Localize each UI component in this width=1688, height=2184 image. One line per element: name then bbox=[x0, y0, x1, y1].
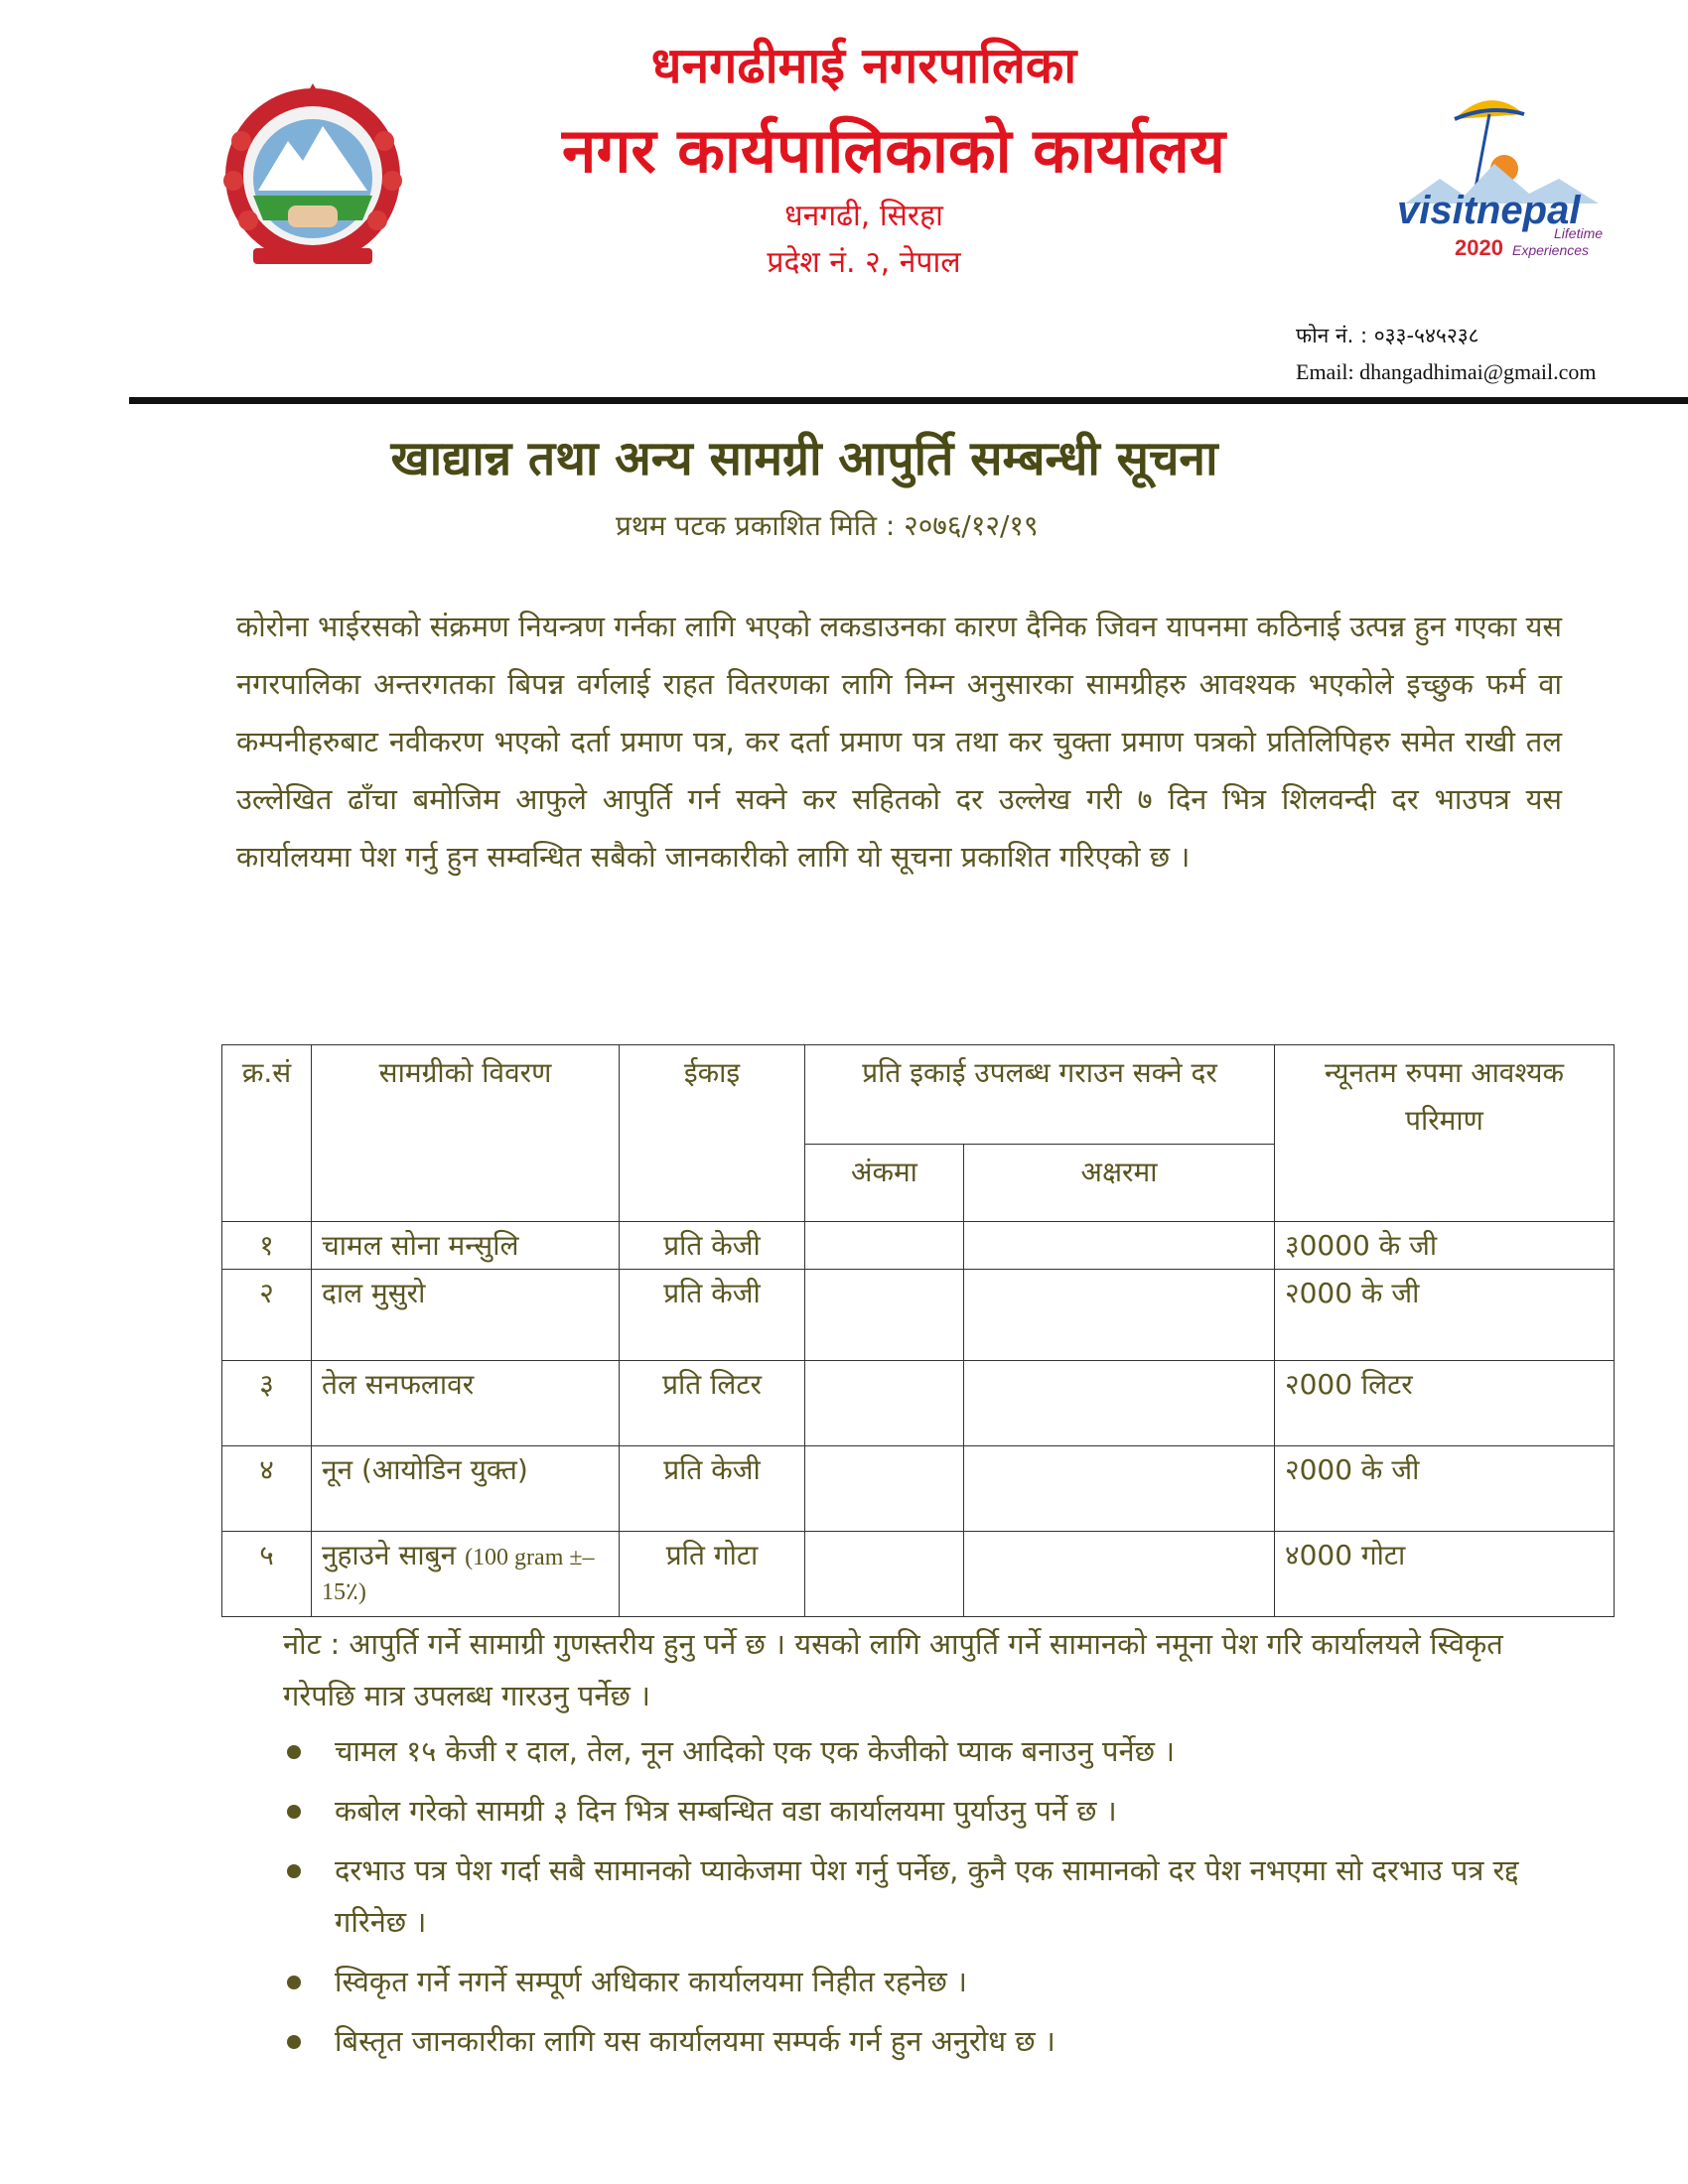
row-rate-digits[interactable] bbox=[805, 1446, 964, 1532]
header-divider bbox=[129, 397, 1688, 404]
row-sn: १ bbox=[222, 1222, 312, 1270]
office-name: नगर कार्यपालिकाको कार्यालय bbox=[562, 114, 1225, 187]
list-item: कबोल गरेको सामग्री ३ दिन भित्र सम्बन्धित वडा कार्यालयमा पुर्याउनु पर्ने छ । bbox=[283, 1785, 1574, 1837]
col-header-item: सामग्रीको विवरण bbox=[312, 1045, 620, 1222]
row-item: चामल सोना मन्सुलि bbox=[312, 1222, 620, 1270]
row-qty: ३0000 के जी bbox=[1275, 1222, 1615, 1270]
row-sn: ५ bbox=[222, 1532, 312, 1617]
row-item bbox=[312, 1532, 620, 1617]
publish-date: प्रथम पटक प्रकाशित मिति : २०७६/१२/१९ bbox=[616, 509, 1039, 542]
table-row bbox=[222, 1222, 1615, 1270]
row-unit: प्रति केजी bbox=[620, 1270, 805, 1361]
row-rate-words[interactable] bbox=[964, 1532, 1275, 1617]
row-rate-words[interactable] bbox=[964, 1222, 1275, 1270]
col-header-rate-digits: अंकमा bbox=[805, 1145, 964, 1222]
row-rate-words[interactable] bbox=[964, 1270, 1275, 1361]
row-item-label: नुहाउने साबुन bbox=[322, 1539, 457, 1571]
list-item: चामल १५ केजी र दाल, तेल, नून आदिको एक एक केजीको प्याक बनाउनु पर्नेछ । bbox=[283, 1725, 1574, 1777]
bullet-icon bbox=[287, 1976, 301, 1989]
row-unit: प्रति केजी bbox=[620, 1446, 805, 1532]
visit-nepal-logo bbox=[1395, 84, 1604, 273]
notice-title: खाद्यान्न तथा अन्य सामग्री आपुर्ति सम्बन्धी सूचना bbox=[390, 431, 1218, 486]
row-qty: २000 के जी bbox=[1275, 1446, 1615, 1532]
row-unit: प्रति केजी bbox=[620, 1222, 805, 1270]
row-sn: ४ bbox=[222, 1446, 312, 1532]
list-item: दरभाउ पत्र पेश गर्दा सबै सामानको प्याकेजमा पेश गर्नु पर्नेछ, कुनै एक सामानको दर पेश नभएमा सो दरभाउ पत्र रद्द गरिनेछ । bbox=[283, 1844, 1574, 1948]
row-unit: प्रति लिटर bbox=[620, 1361, 805, 1446]
row-qty: २000 लिटर bbox=[1275, 1361, 1615, 1446]
row-rate-digits[interactable] bbox=[805, 1222, 964, 1270]
row-unit: प्रति गोटा bbox=[620, 1532, 805, 1617]
email-address: Email: dhangadhimai@gmail.com bbox=[1296, 359, 1597, 384]
table-row bbox=[222, 1270, 1615, 1361]
row-rate-digits[interactable] bbox=[805, 1270, 964, 1361]
office-address: धनगढी, सिरहा bbox=[784, 199, 943, 233]
bullet-icon bbox=[287, 2035, 301, 2049]
row-sn: ३ bbox=[222, 1361, 312, 1446]
col-header-rate-words: अक्षरमा bbox=[964, 1145, 1275, 1222]
note-text: नोट : आपुर्ति गर्ने सामाग्री गुणस्तरीय हुनु पर्ने छ । यसको लागि आपुर्ति गर्ने सामानको नमूना पेश गरि कार्यालयले स्विकृत गरेपछि मात्र उपलब्ध गारउनु पर्नेछ । bbox=[283, 1627, 1503, 1712]
row-item: तेल सनफलावर bbox=[312, 1361, 620, 1446]
conditions-list bbox=[283, 1725, 1574, 2075]
phone-number: फोन नं. : ०३३-५४५२३८ bbox=[1296, 324, 1479, 347]
table-header-row bbox=[222, 1045, 1615, 1145]
row-item: नून (आयोडिन युक्त) bbox=[312, 1446, 620, 1532]
row-rate-digits[interactable] bbox=[805, 1532, 964, 1617]
row-qty: ४000 गोटा bbox=[1275, 1532, 1615, 1617]
row-qty: २000 के जी bbox=[1275, 1270, 1615, 1361]
table-row bbox=[222, 1361, 1615, 1446]
list-item: स्विकृत गर्ने नगर्ने सम्पूर्ण अधिकार कार्यालयमा निहीत रहनेछ । bbox=[283, 1956, 1574, 2007]
row-sn: २ bbox=[222, 1270, 312, 1361]
items-table bbox=[221, 1044, 1615, 1617]
row-rate-words[interactable] bbox=[964, 1361, 1275, 1446]
notice-body: कोरोना भाईरसको संक्रमण नियन्त्रण गर्नका लागि भएको लकडाउनका कारण दैनिक जिवन यापनमा कठिनाई उत्पन्न हुन गएका यस नगरपालिका अन्तरगतका बिपन्न वर्गलाई राहत वितरणका लागि निम्न अनुसारका सामग्रीहरु आवश्यक भएकोले इच्छुक फर्म वा कम्पनीहरुबाट नवीकरण भएको दर्ता प्रमाण पत्र, कर दर्ता प्रमाण पत्र तथा कर चुक्ता प्रमाण पत्रको प्रतिलिपिहरु समेत राखी तल उल्लेखित ढाँचा बमोजिम आफुले आपुर्ति गर्न सक्ने कर सहितको दर उल्लेख गरी ७ दिन भित्र शिलवन्दी दर भाउपत्र यस कार्यालयमा पेश गर्नु हुन सम्वन्धित सबैको जानकारीको लागि यो सूचना प्रकाशित गरिएको छ । bbox=[236, 610, 1562, 874]
row-rate-digits[interactable] bbox=[805, 1361, 964, 1446]
office-province: प्रदेश नं. २, नेपाल bbox=[767, 245, 961, 280]
table-row bbox=[222, 1446, 1615, 1532]
row-item-note: (100 gram ±–15٪) bbox=[322, 1545, 595, 1605]
nepal-emblem-icon bbox=[194, 71, 432, 270]
col-header-sn: क्र.सं bbox=[222, 1045, 312, 1222]
col-header-rate: प्रति इकाई उपलब्ध गराउन सक्ने दर bbox=[805, 1045, 1275, 1145]
municipality-name: धनगढीमाई नगरपालिका bbox=[650, 37, 1077, 94]
bullet-icon bbox=[287, 1805, 301, 1819]
table-row bbox=[222, 1532, 1615, 1617]
svg-text:visit: visit bbox=[1397, 189, 1477, 232]
svg-text:nepal: nepal bbox=[1477, 189, 1581, 232]
col-header-qty: न्यूनतम रुपमा आवश्यक परिमाण bbox=[1275, 1045, 1615, 1222]
bullet-icon bbox=[287, 1864, 301, 1878]
svg-text:2020: 2020 bbox=[1455, 235, 1503, 260]
col-header-unit: ईकाइ bbox=[620, 1045, 805, 1222]
svg-text:Lifetime: Lifetime bbox=[1554, 225, 1604, 241]
bullet-icon bbox=[287, 1745, 301, 1759]
list-item: बिस्तृत जानकारीका लागि यस कार्यालयमा सम्पर्क गर्न हुन अनुरोध छ । bbox=[283, 2015, 1574, 2067]
row-item: दाल मुसुरो bbox=[312, 1270, 620, 1361]
row-rate-words[interactable] bbox=[964, 1446, 1275, 1532]
svg-text:Experiences: Experiences bbox=[1512, 242, 1590, 258]
